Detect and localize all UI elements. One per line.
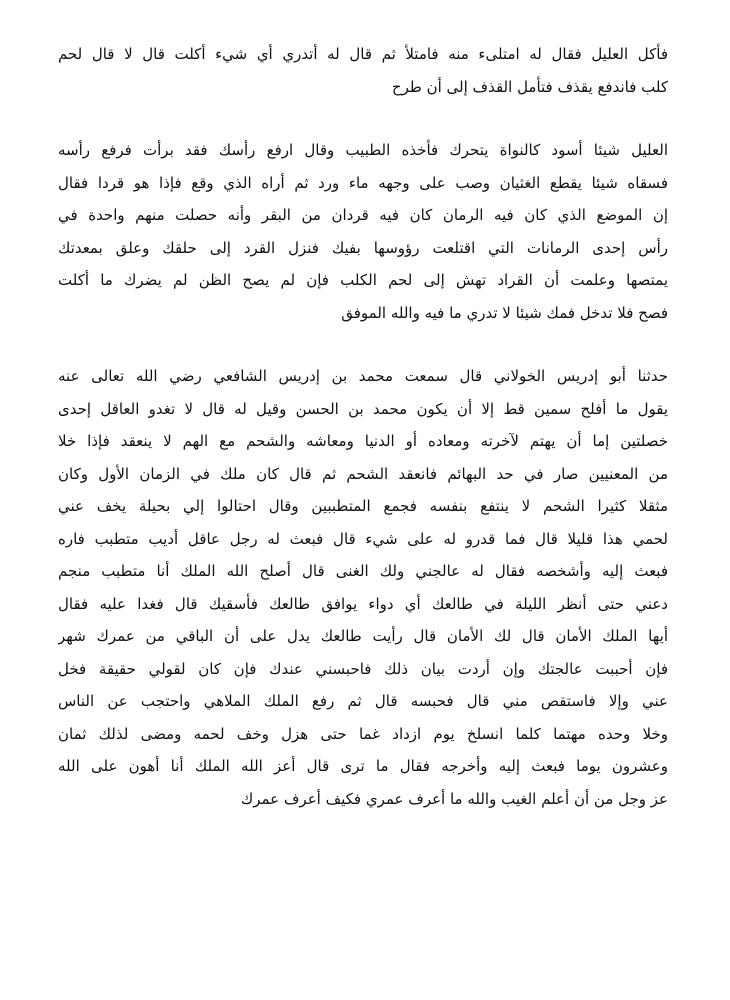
- text-line: فسقاه شيئا يقطع الغثيان وصب على وجهه ماء ورد ثم أراه الذي وقع فإذا هو قردا فقال: [58, 173, 668, 192]
- text-line: فإن أحببت عالجتك وإن أردت بيان ذلك فاحبسني عندك فإن كان لقولي حقيقة فخل: [58, 659, 668, 678]
- text-line: حدثنا أبو إدريس الخولاني قال سمعت محمد بن إدريس الشافعي رضي الله تعالى عنه: [58, 367, 668, 385]
- text-line: فبعث إليه وأشخصه فقال له عالجني ولك الغنى قال أصلح الله الملك أنا متطبب منجم: [58, 562, 668, 580]
- text-line: رأس إحدى الرمانات التي اقتلعت رؤوسها بفيك فنزل القرد إلى حلقك وعلق بمعدتك: [58, 238, 668, 257]
- paragraph-spacer: [58, 329, 668, 360]
- paragraph-1: [58, 38, 668, 103]
- text-line: وخلا وحده مهتما كلما انسلخ يوم ازداد غما حتى هزل وخف لحمه ومضى لذلك ثمان: [58, 724, 668, 743]
- paragraph-spacer: [58, 103, 668, 134]
- text-line: لحمي هذا قليلا قال فما قدرو له على شيء قال فبعث له رجل عاقل أديب متطبب فاره: [58, 529, 668, 548]
- text-line: كلب فاندفع يقذف فتأمل القذف إلى أن طرح: [391, 77, 668, 96]
- text-line: عز وجل من أن أعلم الغيب والله ما أعرف عمري فكيف أعرف عمرك: [240, 789, 668, 808]
- text-line: فأكل العليل فقال له امتلىء منه فامتلأ ثم قال له أتدري أي شيء أكلت قال لا قال لحم: [58, 45, 668, 63]
- text-line: يقول ما أفلح سمين قط إلا أن يكون محمد بن الحسن وقيل له قال لا تغدو العاقل إحدى: [58, 399, 668, 418]
- text-line: العليل شيئا أسود كالنواة يتحرك فأخذه الطبيب وقال ارفع رأسك فقد برأت فرفع رأسه: [58, 141, 668, 159]
- text-line: خصلتين إما أن يهتم لآخرته ومعاده أو الدنيا ومعاشه والشحم مع الهم لا ينعقد فإذا خلا: [58, 432, 668, 450]
- text-line: من المعنيين صار في حد البهائم فانعقد الشحم ثم قال كان ملك في الزمان الأول وكان: [58, 464, 668, 483]
- paragraph-2: [58, 134, 668, 329]
- text-line: مثقلا كثيرا الشحم لا ينتفع بنفسه فجمع المتطببين وقال احتالوا إلي بحيلة يخف عني: [58, 497, 668, 515]
- text-line: يمتصها وعلمت أن القراد تهش إلى لحم الكلب فإن لم يصح الظن لم يضرك ما أكلت: [58, 271, 668, 289]
- text-line: أيها الملك الأمان قال لك الأمان قال رأيت طالعك يدل على أن الباقي من عمرك شهر: [58, 627, 668, 645]
- paragraph-3: [58, 360, 668, 815]
- text-line: دعني حتى أنظر الليلة في طالعك أي دواء يوافق طالعك فأسقيك قال فغدا عليه فقال: [58, 594, 668, 613]
- text-line: إن الموضع الذي كان فيه الرمان كان فيه قردان من البقر وأنه حصلت منهم واحدة في: [58, 206, 668, 224]
- text-line: وعشرون يوما فبعث إليه وأخرجه فقال ما ترى قال أعز الله الملك أنا أهون على الله: [58, 757, 668, 775]
- text-line: فصح فلا تدخل فمك شيئا لا تدري ما فيه والله الموفق: [341, 303, 668, 322]
- text-line: عني وإلا فاستقص مني قال فحبسه قال ثم رفع الملك الملاهي واحتجب عن الناس: [58, 692, 668, 710]
